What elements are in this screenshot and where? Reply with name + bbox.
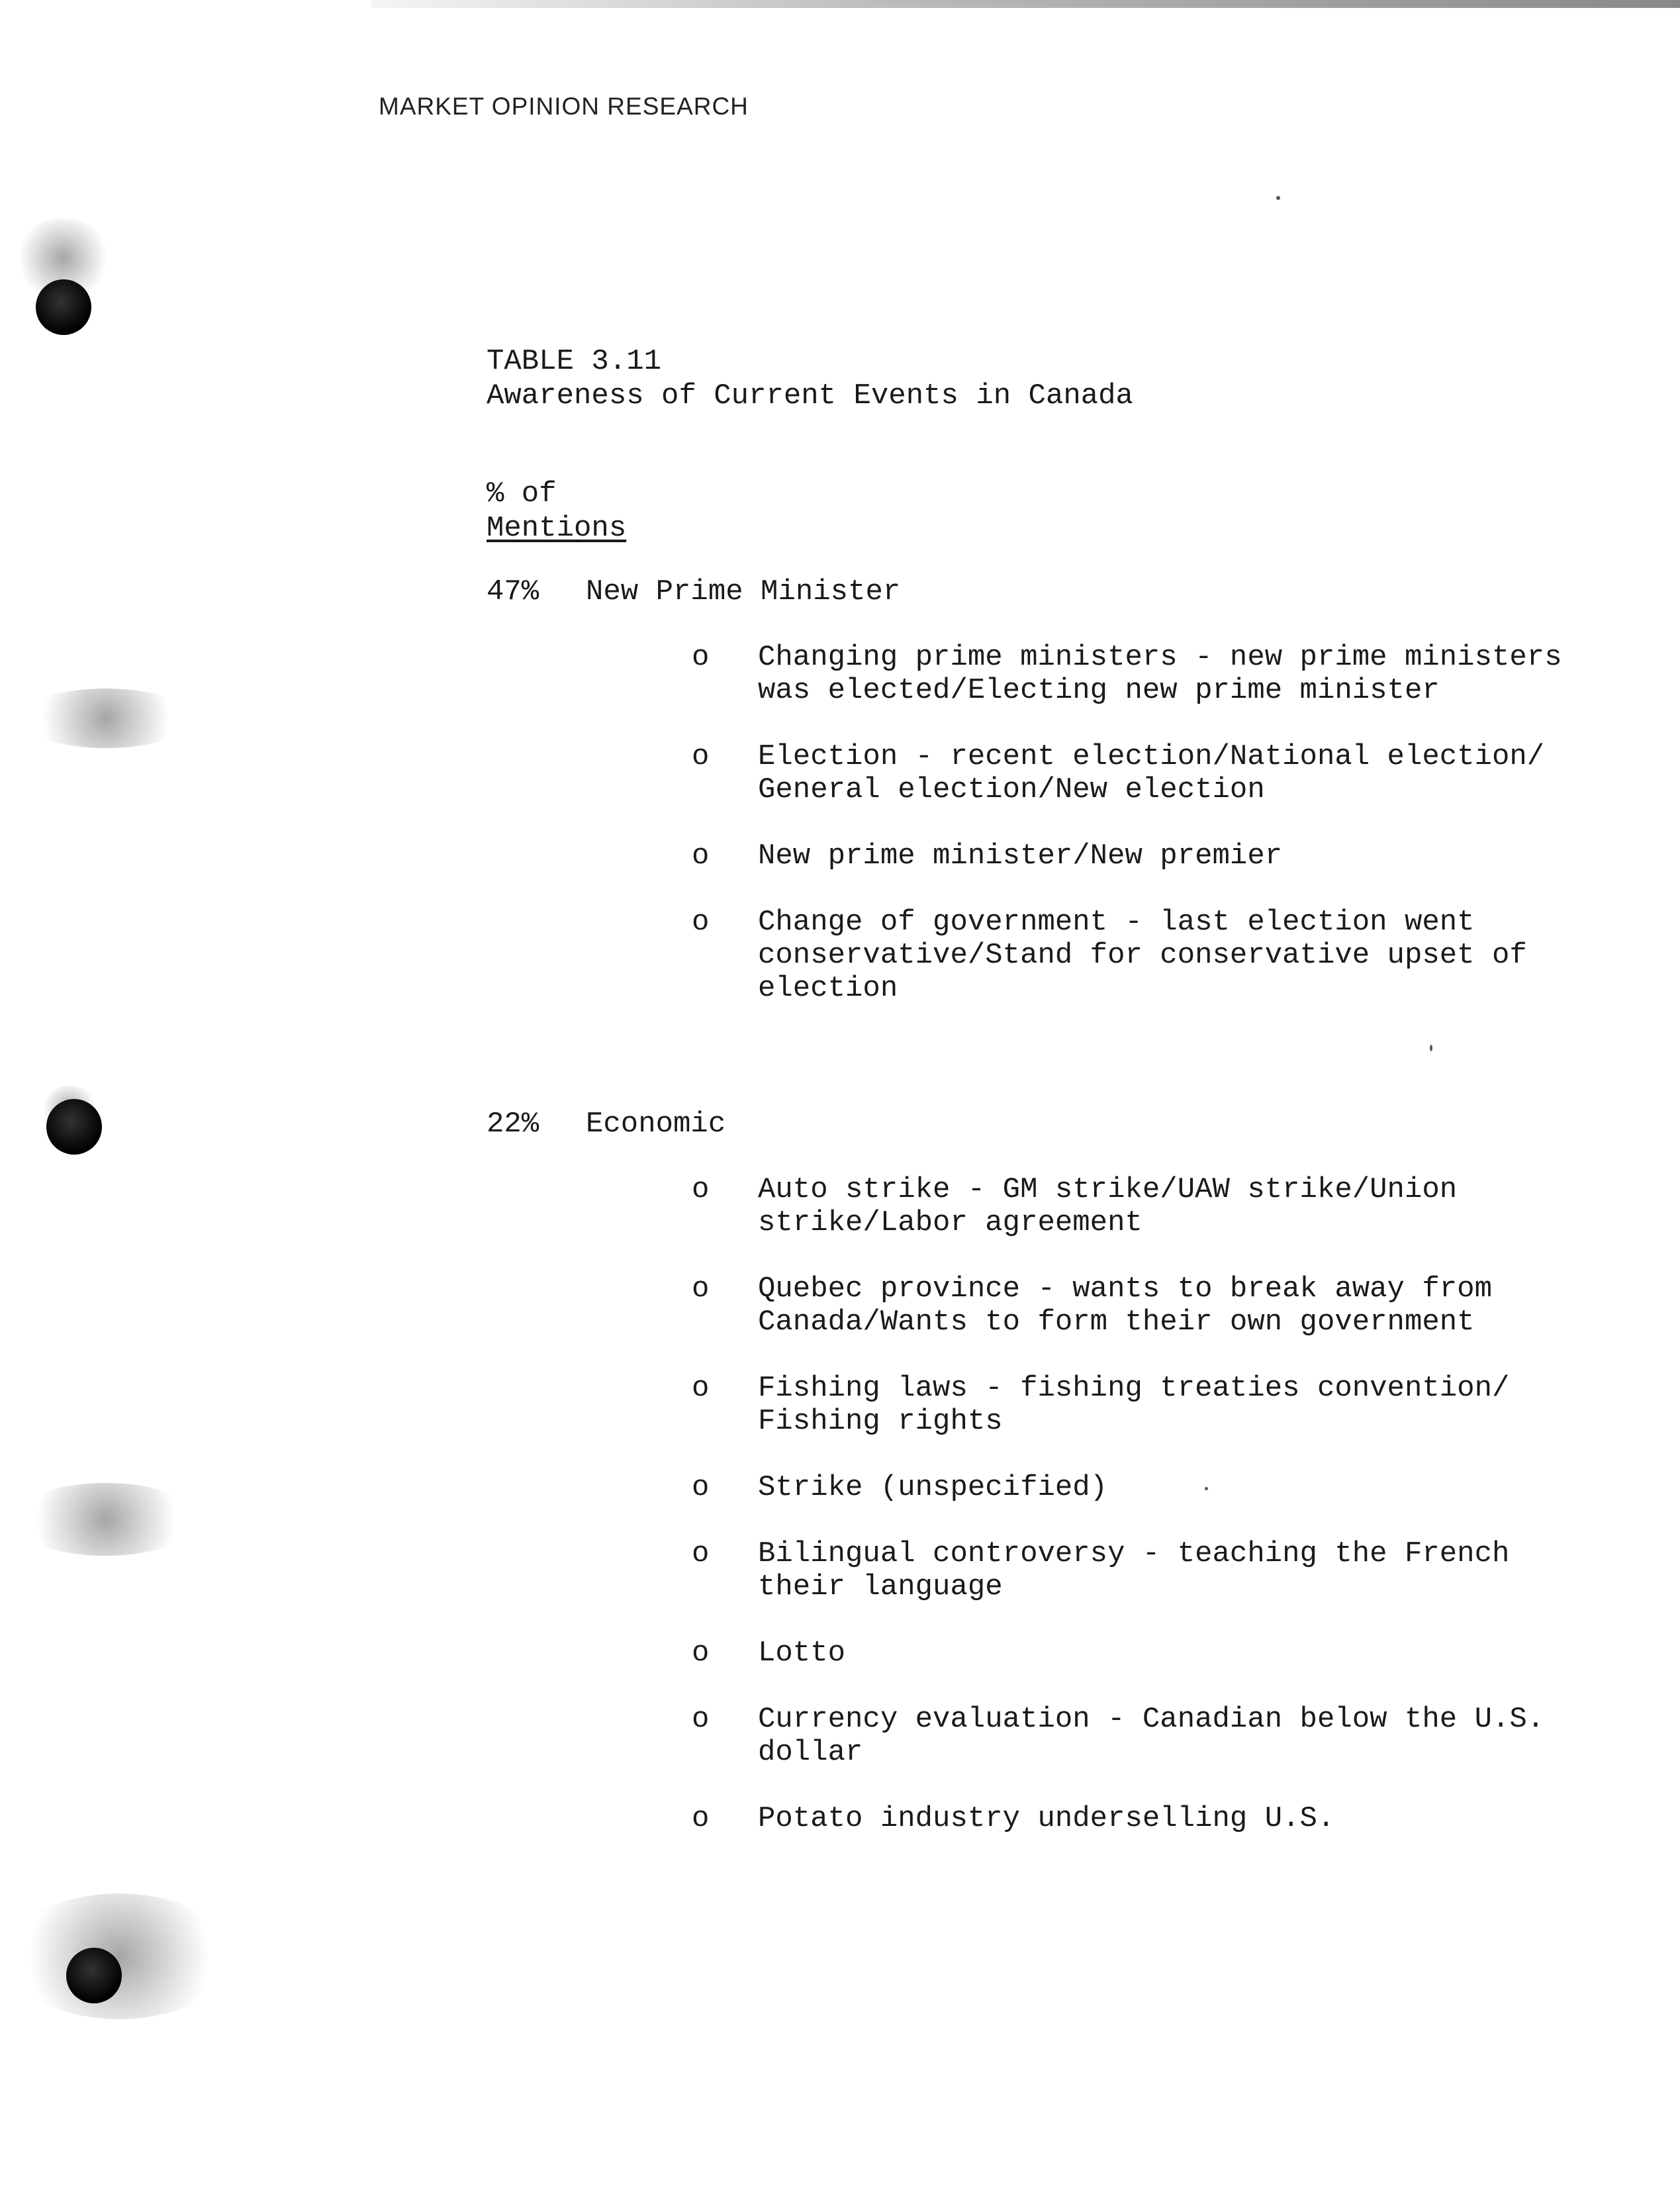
scan-speckle	[7, 1893, 232, 2019]
list-item-text: Lotto	[758, 1637, 846, 1670]
punch-hole	[66, 1948, 122, 2003]
table-heading	[487, 344, 1133, 413]
list-item-text: Quebec province - wants to break away from Canada/Wants to form their own government	[758, 1272, 1492, 1339]
list-item-text: Election - recent election/National election/ General election/New election	[758, 740, 1545, 806]
section-percent: 22%	[487, 1108, 539, 1141]
list-item	[692, 1471, 1671, 1504]
list-item	[692, 1272, 1671, 1339]
list-item-text: Currency evaluation - Canadian below the U.S. dollar	[758, 1703, 1545, 1769]
bullet: o	[692, 1272, 710, 1306]
list-item	[692, 1537, 1671, 1603]
list-item-text: Strike (unspecified)	[758, 1471, 1108, 1504]
section-heading	[487, 1107, 1665, 1141]
list-item	[692, 906, 1671, 1005]
bullet: o	[692, 906, 710, 939]
bullet: o	[692, 1637, 710, 1670]
bullet: o	[692, 1471, 710, 1504]
table-number: TABLE 3.11	[487, 345, 662, 378]
scan-mark	[1276, 196, 1280, 200]
list-item	[692, 1637, 1671, 1670]
list-item-text: Auto strike - GM strike/UAW strike/Union strike/Labor agreement	[758, 1173, 1458, 1239]
list-item-text: Potato industry underselling U.S.	[758, 1802, 1335, 1835]
bullet: o	[692, 1537, 710, 1570]
column-header	[487, 477, 626, 546]
list-item	[692, 740, 1671, 806]
bullet: o	[692, 1703, 710, 1736]
letterhead: MARKET OPINION RESEARCH	[379, 93, 749, 120]
list-item-text: Changing prime ministers - new prime ministers was elected/Electing new prime minister	[758, 641, 1562, 707]
list-item	[692, 1173, 1671, 1239]
bullet: o	[692, 1802, 710, 1835]
scan-top-streak	[371, 0, 1680, 8]
section-new-prime-minister	[487, 575, 1665, 1005]
list-item	[692, 1703, 1671, 1769]
punch-hole	[46, 1099, 102, 1155]
list-item	[692, 1372, 1671, 1438]
table-title: Awareness of Current Events in Canada	[487, 379, 1133, 412]
list-item-text: Bilingual controversy - teaching the French their language	[758, 1537, 1510, 1603]
list-item-text: New prime minister/New premier	[758, 839, 1283, 873]
punch-hole	[36, 279, 91, 335]
list-item	[692, 641, 1671, 707]
scan-speckle	[13, 1483, 199, 1556]
bullet: o	[692, 839, 710, 873]
section-percent: 47%	[487, 575, 539, 608]
bullet: o	[692, 740, 710, 773]
list-item-text: Fishing laws - fishing treaties convention/ Fishing rights	[758, 1372, 1510, 1438]
bullet: o	[692, 1372, 710, 1405]
list-item-text: Change of government - last election went conservative/Stand for conservative upset of election	[758, 906, 1527, 1005]
scan-mark	[1430, 1045, 1432, 1051]
section-label: Economic	[586, 1108, 726, 1141]
section-label: New Prime Minister	[586, 575, 901, 608]
column-header-line1: % of	[487, 477, 557, 510]
bullet: o	[692, 1173, 710, 1206]
section-economic	[487, 1107, 1665, 1835]
list-item	[692, 1802, 1671, 1835]
column-header-line2: Mentions	[487, 512, 627, 545]
scan-speckle	[20, 689, 192, 748]
list-item	[692, 839, 1671, 873]
bullet: o	[692, 641, 710, 674]
section-heading	[487, 575, 1665, 609]
